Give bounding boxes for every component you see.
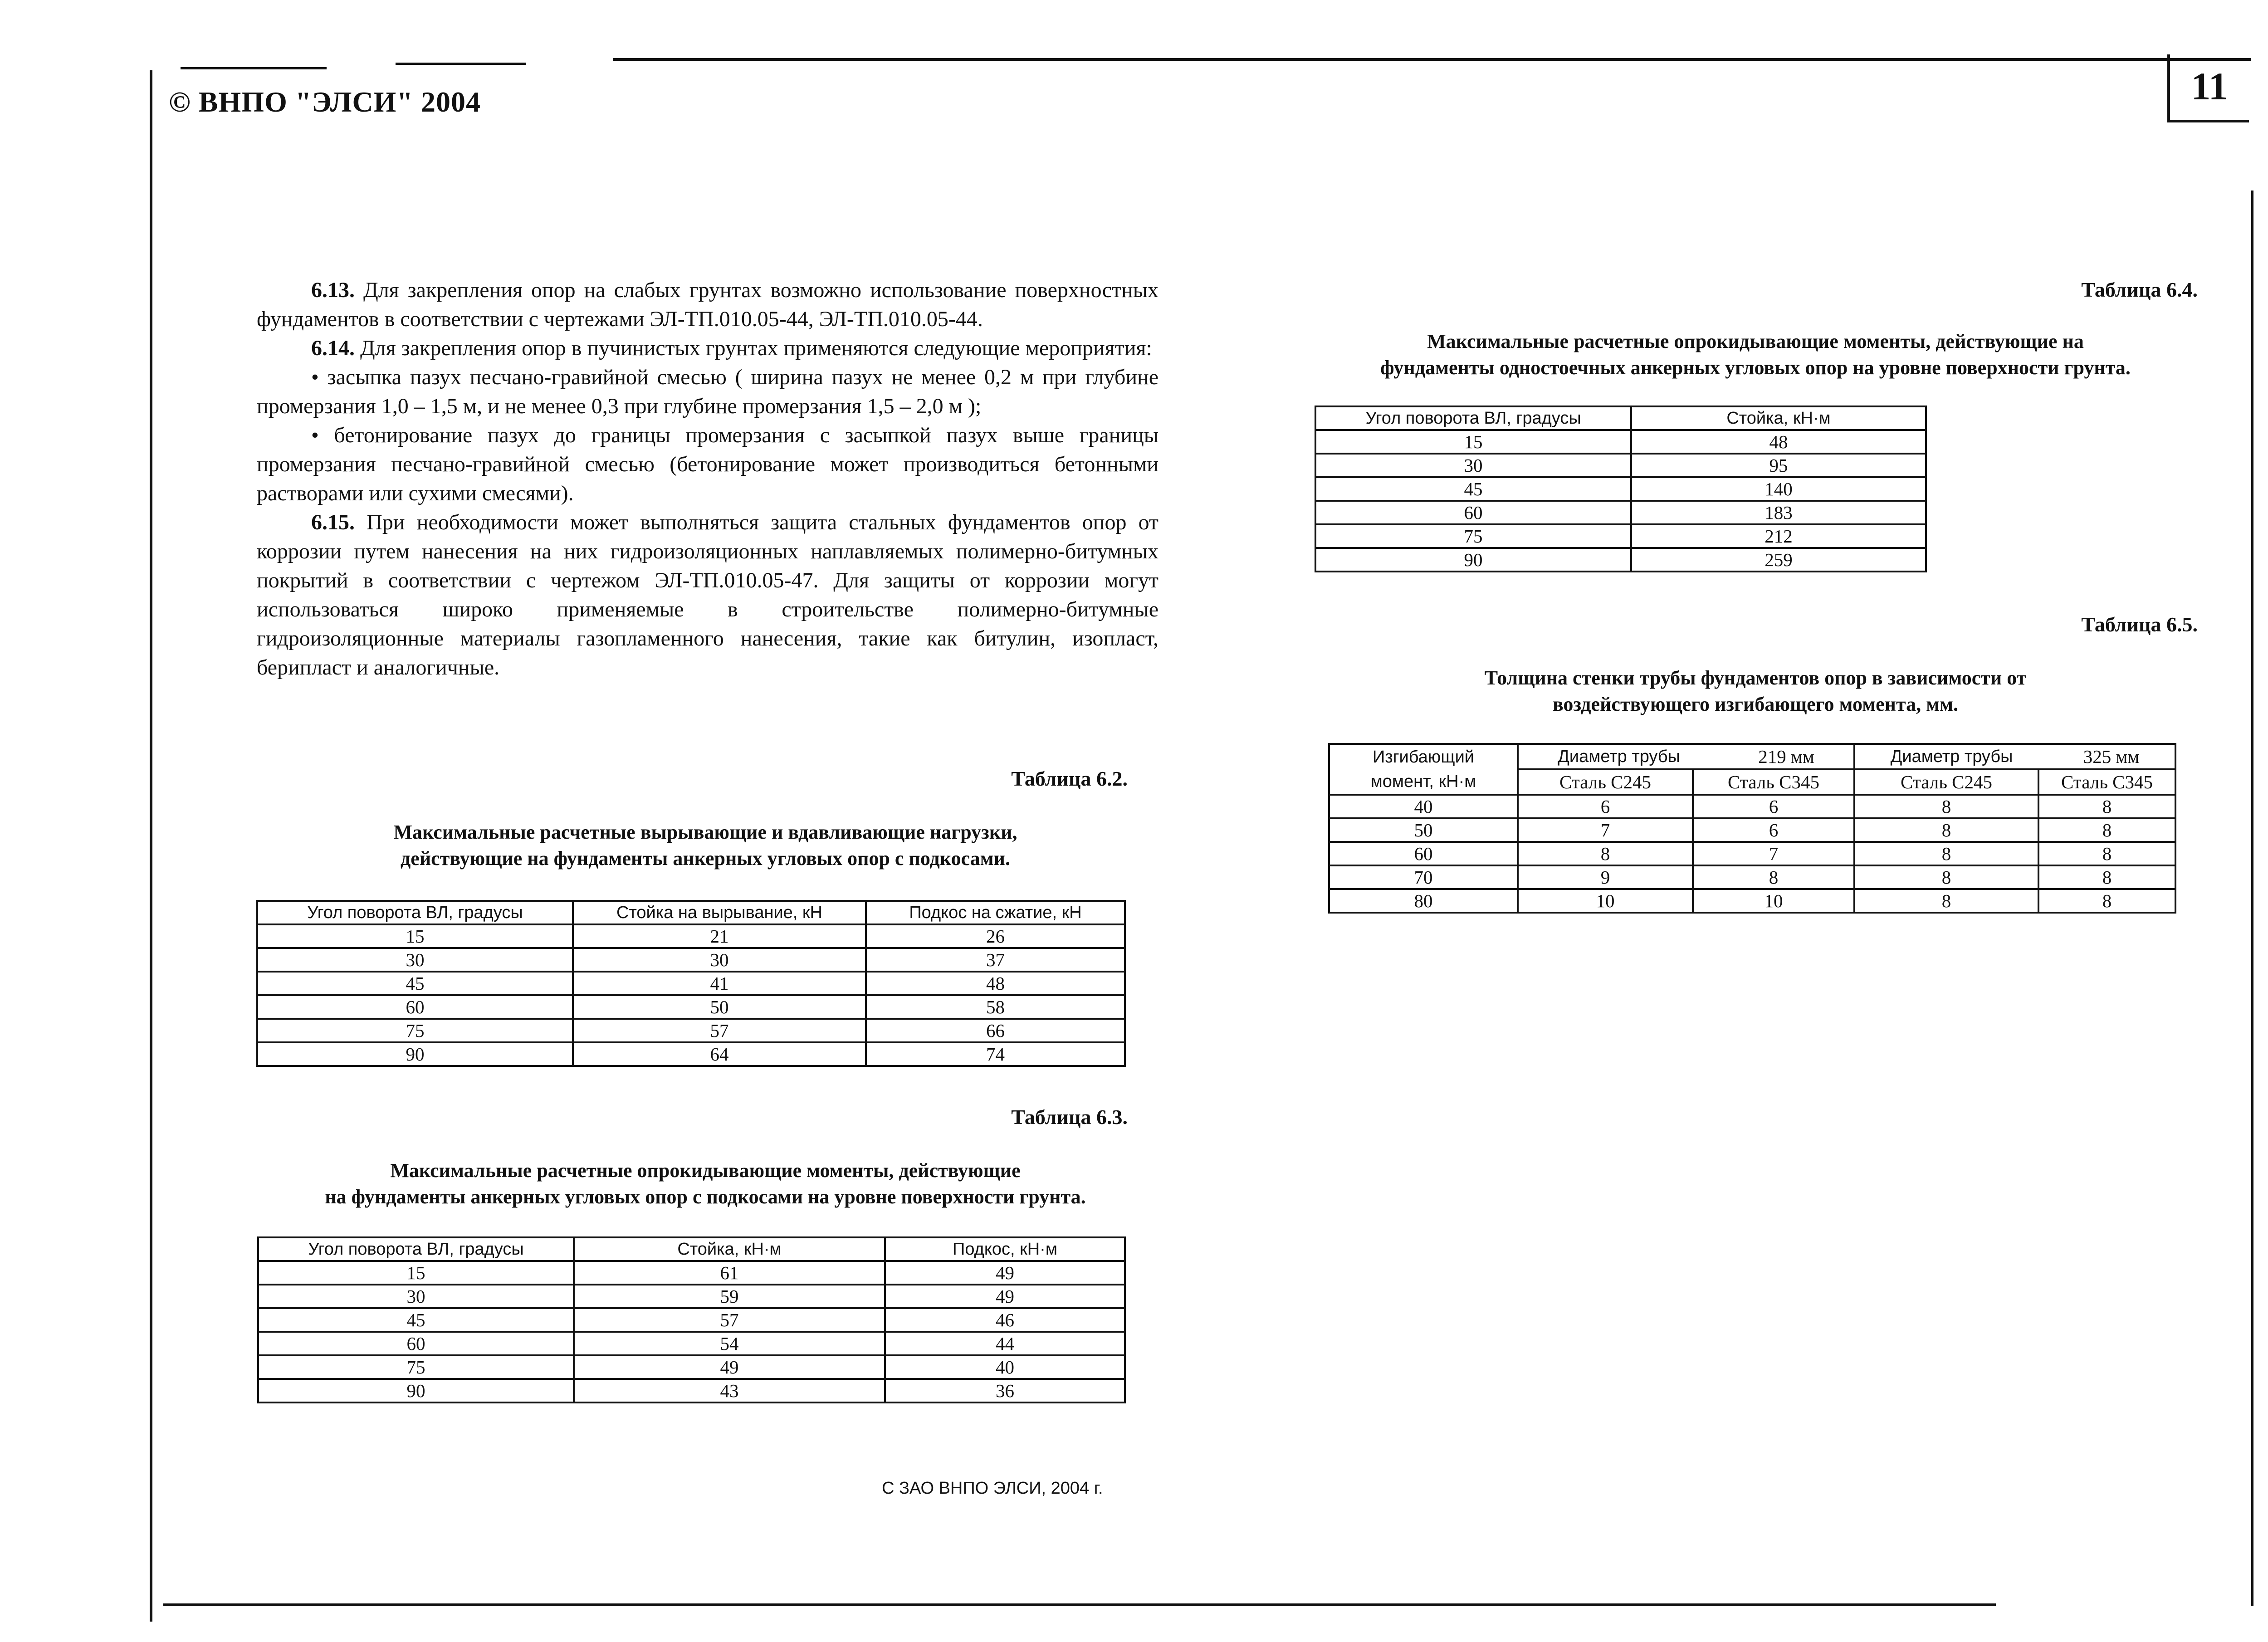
table-cell: 90 [258, 1379, 574, 1403]
table-6-3-title-line-2: на фундаменты анкерных угловых опор с подкосами на уровне поверхности грунта. [325, 1186, 1086, 1208]
group-325-title: Диаметр трубы [1890, 747, 2013, 766]
table-row [258, 1332, 1125, 1355]
table-6-4-title-line-1: Максимальные расчетные опрокидывающие моменты, действующие на [1427, 330, 2084, 352]
group-219-label [1519, 746, 1853, 767]
table-cell: 7 [1693, 842, 1854, 865]
bullet-item-1: • засыпка пазух песчано-гравийной смесью ( ширина пазух не менее 0,2 м при глубине промерзания 1,0 – 1,5 м, и не менее 0,3 при глубине промерзания 1,5 – 2,0 м ); [257, 365, 1158, 418]
table-row [1315, 548, 1926, 572]
table-cell: 60 [1315, 501, 1631, 524]
table-cell: 40 [885, 1355, 1125, 1379]
table-cell: 212 [1631, 524, 1926, 548]
table-cell: 8 [2038, 842, 2175, 865]
table-cell: 48 [866, 972, 1125, 995]
table-row [258, 1285, 1125, 1308]
table-header-cell: Стойка, кН·м [574, 1237, 885, 1261]
table-cell: 43 [574, 1379, 885, 1403]
body-text [257, 276, 1158, 682]
table-cell: 40 [1329, 795, 1518, 818]
table-6-5-title-line-2: воздействующего изгибающего момента, мм. [1552, 693, 1959, 715]
moment-header-line-2: момент, кН·м [1370, 772, 1476, 791]
table-header-cell: Подкос на сжатие, кН [866, 901, 1125, 924]
table-header-cell: Стойка, кН·м [1631, 406, 1926, 430]
table-row [1329, 818, 2175, 842]
table-cell: 50 [573, 995, 866, 1019]
bullet-item-2: • бетонирование пазух до границы промерзания с засыпкой пазух выше границы промерзания песчано-гравийной смесью (бетонирование может производиться бетонными растворами или сухими смесями). [257, 423, 1158, 505]
table-row [257, 948, 1125, 972]
table-cell: 6 [1518, 795, 1693, 818]
table-header-cell: Сталь С345 [2038, 769, 2175, 795]
table-row [257, 972, 1125, 995]
table-header-cell-group-325 [1854, 744, 2175, 769]
table-cell: 54 [574, 1332, 885, 1355]
table-6-5-caption: Таблица 6.5. [2081, 613, 2198, 636]
table-row [1329, 842, 2175, 865]
table-cell: 60 [257, 995, 573, 1019]
table-header-cell: Угол поворота ВЛ, градусы [257, 901, 573, 924]
table-6-2 [256, 900, 1126, 1067]
table-cell: 7 [1518, 818, 1693, 842]
table-header-cell: Сталь С345 [1693, 769, 1854, 795]
table-row-header [1329, 744, 2175, 769]
table-cell: 15 [257, 924, 573, 948]
table-cell: 49 [885, 1285, 1125, 1308]
table-cell: 9 [1518, 865, 1693, 889]
table-cell: 6 [1693, 795, 1854, 818]
table-cell: 8 [2038, 889, 2175, 913]
table-row [257, 924, 1125, 948]
table-cell: 15 [258, 1261, 574, 1285]
table-cell: 8 [1854, 818, 2038, 842]
group-219-value: 219 мм [1758, 746, 1814, 767]
table-cell: 30 [1315, 454, 1631, 477]
table-cell: 21 [573, 924, 866, 948]
table-6-4-title-line-2: фундаменты одностоечных анкерных угловых опор на уровне поверхности грунта. [1380, 357, 2131, 379]
table-6-5-title-line-1: Толщина стенки трубы фундаментов опор в зависимости от [1484, 667, 2027, 689]
table-cell: 48 [1631, 430, 1926, 454]
table-cell: 95 [1631, 454, 1926, 477]
table-6-2-title-line-2: действующие на фундаменты анкерных угловых опор с подкосами. [401, 847, 1010, 870]
table-header-cell: Угол поворота ВЛ, градусы [258, 1237, 574, 1261]
table-header-cell: Сталь С245 [1518, 769, 1693, 795]
header-rule-short-1 [181, 67, 327, 69]
table-6-5-title [1306, 665, 2204, 718]
table-6-4 [1315, 406, 1927, 572]
header-title: © ВНПО "ЭЛСИ" 2004 [169, 86, 481, 118]
table-cell: 8 [1854, 842, 2038, 865]
table-cell: 30 [257, 948, 573, 972]
table-cell: 70 [1329, 865, 1518, 889]
group-325-label [1855, 746, 2175, 767]
table-header-cell: Стойка на вырывание, кН [573, 901, 866, 924]
table-cell: 140 [1631, 477, 1926, 501]
table-cell: 57 [574, 1308, 885, 1332]
table-cell: 8 [1693, 865, 1854, 889]
table-row [1315, 501, 1926, 524]
table-cell: 10 [1693, 889, 1854, 913]
table-cell: 44 [885, 1332, 1125, 1355]
table-cell: 59 [574, 1285, 885, 1308]
moment-header-line-1: Изгибающий [1372, 748, 1475, 767]
table-cell: 30 [258, 1285, 574, 1308]
table-cell: 75 [258, 1355, 574, 1379]
paragraph-6-15-number: 6.15. [311, 510, 355, 534]
table-row [1315, 524, 1926, 548]
table-cell: 49 [574, 1355, 885, 1379]
paragraph-6-13 [257, 276, 1158, 334]
table-cell: 8 [2038, 795, 2175, 818]
right-border [2251, 191, 2253, 1606]
table-header-cell-moment [1329, 744, 1518, 795]
table-cell: 60 [258, 1332, 574, 1355]
footer-copyright: С ЗАО ВНПО ЭЛСИ, 2004 г. [882, 1479, 1103, 1498]
table-cell: 37 [866, 948, 1125, 972]
table-6-5 [1328, 743, 2176, 914]
table-cell: 8 [1854, 795, 2038, 818]
table-row-header [257, 901, 1125, 924]
table-cell: 57 [573, 1019, 866, 1042]
table-header-cell: Подкос, кН·м [885, 1237, 1125, 1261]
table-row-header [258, 1237, 1125, 1261]
table-cell: 10 [1518, 889, 1693, 913]
table-cell: 90 [1315, 548, 1631, 572]
paragraph-6-14-body: Для закрепления опор в пучинистых грунтах применяются следующие мероприятия: [355, 336, 1152, 360]
table-cell: 75 [1315, 524, 1631, 548]
table-cell: 45 [258, 1308, 574, 1332]
table-row [1329, 865, 2175, 889]
table-6-4-title [1306, 328, 2204, 381]
table-cell: 8 [1854, 865, 2038, 889]
table-cell: 58 [866, 995, 1125, 1019]
bottom-border [163, 1603, 1996, 1606]
paragraph-6-14-number: 6.14. [311, 336, 355, 360]
table-cell: 26 [866, 924, 1125, 948]
group-219-title: Диаметр трубы [1558, 747, 1680, 766]
page-number: 11 [2191, 64, 2228, 108]
paragraph-6-15-body: При необходимости может выполняться защита стальных фундаментов опор от коррозии путем нанесения на них гидроизоляционных наплавляемых полимерно-битумных покрытий в соответствии с чертежом ЭЛ-ТП.010.05-47. Для защиты от коррозии могут использоваться широко применяемые в строительстве полимерно-битумные гидроизоляционные материалы газопламенного нанесения, такие как битулин, изопласт, берипласт и аналогичные. [257, 510, 1158, 679]
table-cell: 8 [1518, 842, 1693, 865]
table-cell: 46 [885, 1308, 1125, 1332]
table-cell: 90 [257, 1042, 573, 1066]
table-cell: 41 [573, 972, 866, 995]
table-header-cell: Угол поворота ВЛ, градусы [1315, 406, 1631, 430]
table-cell: 66 [866, 1019, 1125, 1042]
table-row [257, 995, 1125, 1019]
table-row-header [1315, 406, 1926, 430]
table-cell: 8 [2038, 818, 2175, 842]
table-header-cell-group-219 [1518, 744, 1854, 769]
table-6-3-title-line-1: Максимальные расчетные опрокидывающие моменты, действующие [390, 1159, 1021, 1182]
table-cell: 80 [1329, 889, 1518, 913]
table-6-2-caption: Таблица 6.2. [1011, 767, 1128, 790]
table-cell: 74 [866, 1042, 1125, 1066]
table-cell: 49 [885, 1261, 1125, 1285]
paragraph-6-13-number: 6.13. [311, 278, 355, 302]
table-row [1329, 889, 2175, 913]
group-325-value: 325 мм [2083, 746, 2140, 767]
table-6-2-title [254, 819, 1157, 872]
table-6-4-caption: Таблица 6.4. [2081, 278, 2198, 301]
table-6-3-caption: Таблица 6.3. [1011, 1105, 1128, 1129]
table-cell: 259 [1631, 548, 1926, 572]
table-row [258, 1261, 1125, 1285]
page-number-box [2167, 54, 2249, 122]
table-cell: 45 [257, 972, 573, 995]
table-cell: 8 [2038, 865, 2175, 889]
left-border [150, 70, 152, 1622]
table-cell: 6 [1693, 818, 1854, 842]
table-cell: 183 [1631, 501, 1926, 524]
table-cell: 45 [1315, 477, 1631, 501]
table-row [258, 1379, 1125, 1403]
table-cell: 64 [573, 1042, 866, 1066]
table-6-3 [257, 1236, 1126, 1403]
paragraph-6-14 [257, 334, 1158, 363]
paragraph-6-13-body: Для закрепления опор на слабых грунтах возможно использование поверхностных фундаментов в соответствии с чертежами ЭЛ-ТП.010.05-44, ЭЛ-ТП.010.05-44. [257, 278, 1158, 331]
table-row [1315, 454, 1926, 477]
table-row [1329, 795, 2175, 818]
header-rule-short-2 [396, 63, 526, 65]
table-row [257, 1042, 1125, 1066]
table-6-3-title [254, 1158, 1157, 1210]
table-cell: 8 [1854, 889, 2038, 913]
paragraph-6-15 [257, 508, 1158, 682]
table-cell: 15 [1315, 430, 1631, 454]
table-6-2-title-line-1: Максимальные расчетные вырывающие и вдавливающие нагрузки, [393, 821, 1017, 843]
table-cell: 61 [574, 1261, 885, 1285]
table-cell: 50 [1329, 818, 1518, 842]
table-row [1315, 430, 1926, 454]
table-cell: 30 [573, 948, 866, 972]
table-cell: 60 [1329, 842, 1518, 865]
table-cell: 36 [885, 1379, 1125, 1403]
table-header-cell: Сталь С245 [1854, 769, 2038, 795]
table-cell: 75 [257, 1019, 573, 1042]
table-row [1315, 477, 1926, 501]
table-row [258, 1308, 1125, 1332]
header-rule-long [613, 58, 2251, 61]
table-row [257, 1019, 1125, 1042]
table-row [258, 1355, 1125, 1379]
